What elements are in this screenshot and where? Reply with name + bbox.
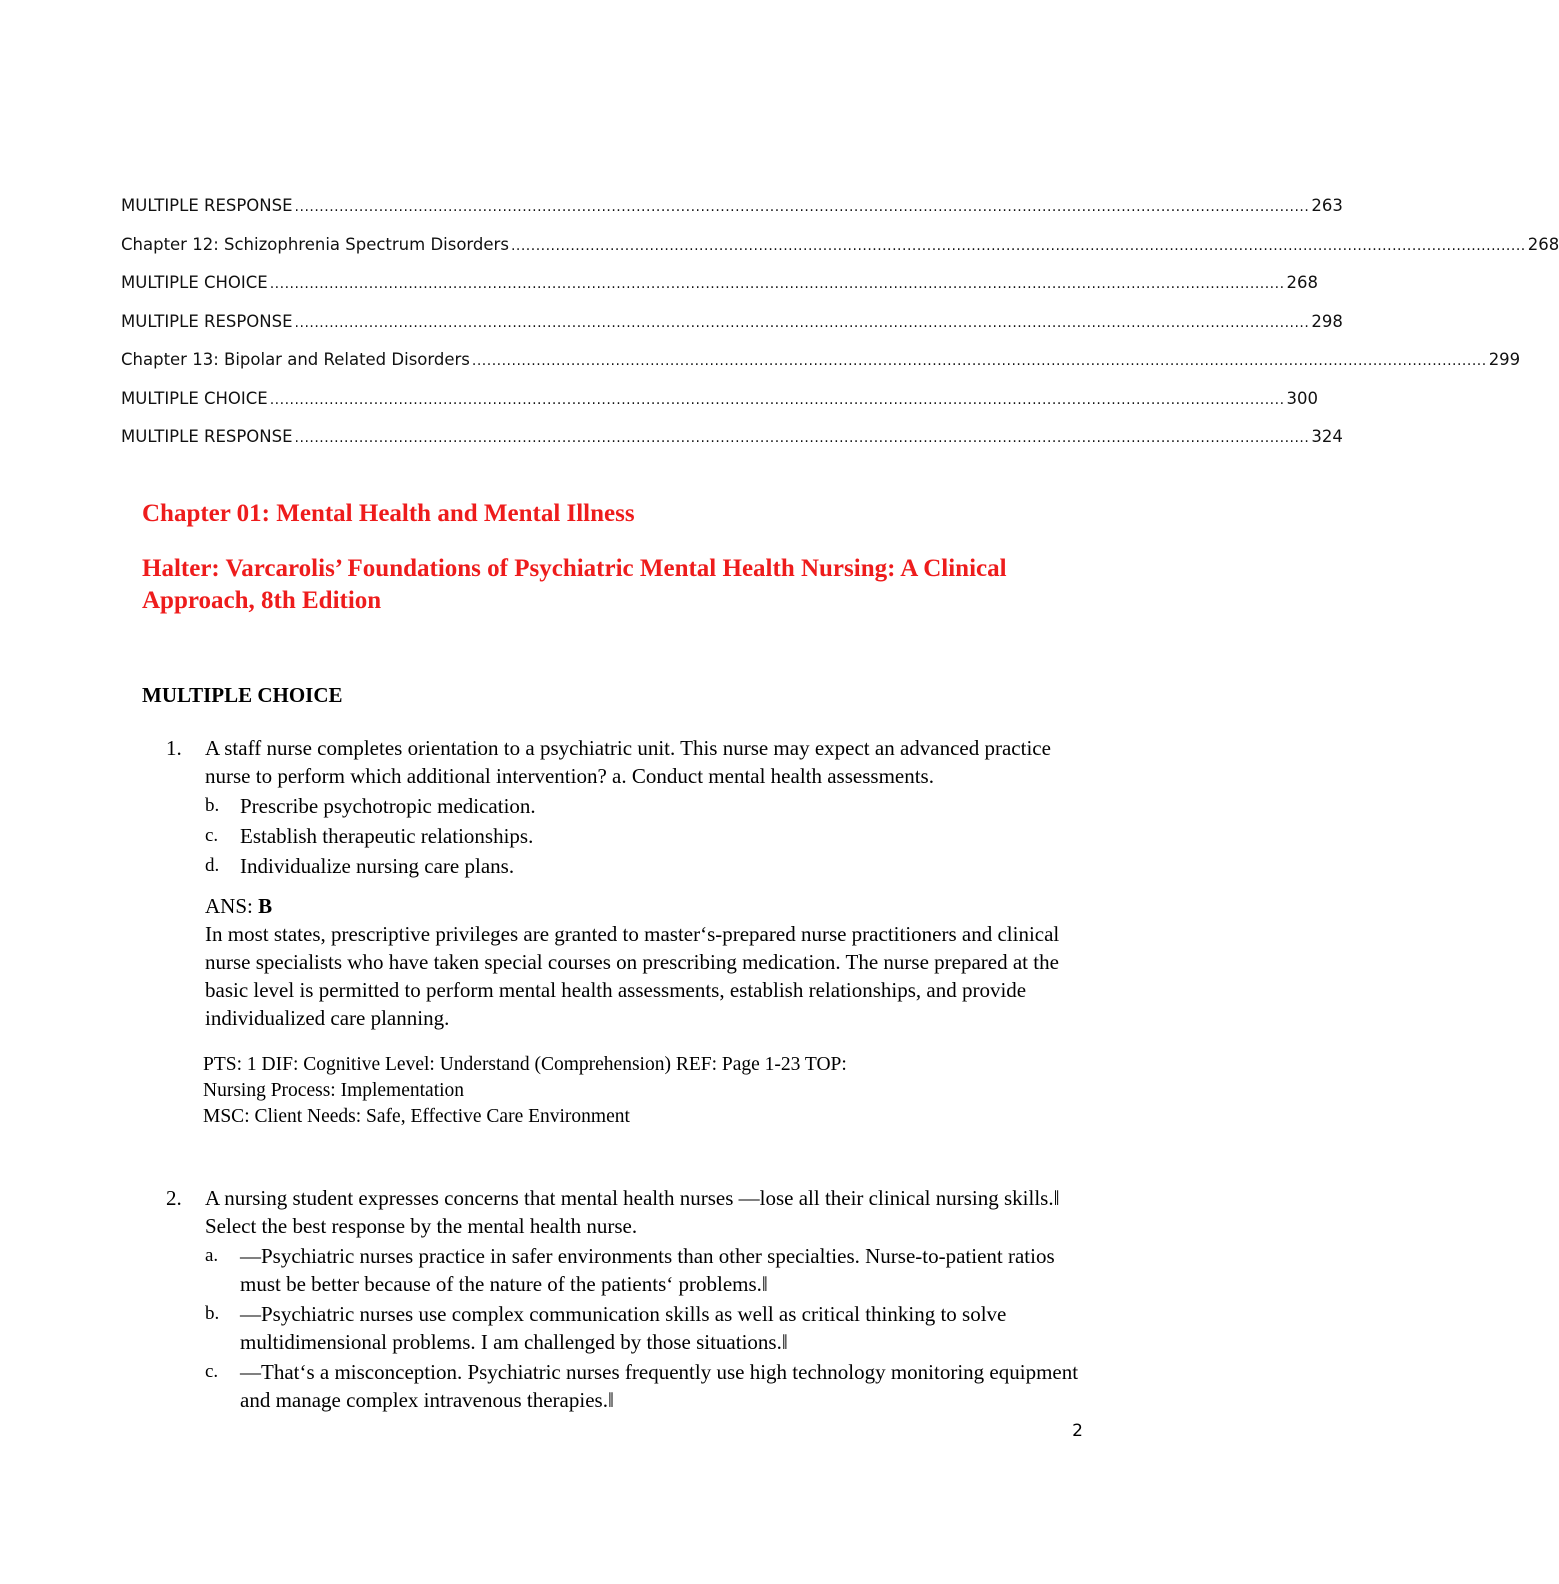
book-title: Halter: Varcarolis’ Foundations of Psychiatric Mental Health Nursing: A Clinical Approach, 8th Edition (142, 555, 1007, 614)
toc-leader-dots: ............................................................................................................................................................................................................. (471, 353, 1487, 369)
question-metadata (203, 1052, 1096, 1130)
option-letter: b. (205, 795, 220, 816)
answer-option (205, 1300, 1096, 1356)
toc-leader-dots: ............................................................................................................................................................................................................. (294, 314, 1310, 331)
answer-option (205, 852, 1096, 880)
toc-leader-dots: ............................................................................................................................................................................................................. (294, 430, 1310, 446)
toc-leader-dots: ............................................................................................................................................................................................................. (269, 391, 1285, 408)
question-stem: A staff nurse completes orientation to a psychiatric unit. This nurse may expect an advanced practice nurse to perform which additional intervention? a. Conduct mental health assessments. (205, 736, 1051, 788)
toc-leader-dots: ............................................................................................................................................................................................................. (510, 237, 1526, 254)
metadata-line: MSC: Client Needs: Safe, Effective Care Environment (203, 1106, 630, 1127)
option-text: ―Psychiatric nurses practice in safer environments than other specialties. Nurse-to-patient ratios must be better because of the nature of the patients‘ problems.‖ (240, 1244, 1055, 1296)
toc-entry[interactable] (121, 234, 1559, 274)
toc-entry-title: MULTIPLE CHOICE (121, 388, 268, 408)
question-1 (166, 734, 1096, 1130)
toc-entry[interactable] (121, 273, 1319, 312)
option-text: ―That‘s a misconception. Psychiatric nurses frequently use high technology monitoring equipment and manage complex intravenous therapies.‖ (240, 1360, 1079, 1412)
answer-option (205, 1242, 1096, 1298)
toc-leader-dots: ............................................................................................................................................................................................................. (269, 276, 1285, 292)
toc-entry-page: 298 (1311, 311, 1343, 331)
question-2 (166, 1184, 1096, 1414)
toc-entry[interactable] (121, 196, 1343, 235)
toc-entry[interactable] (121, 350, 1521, 389)
question-stem: A nursing student expresses concerns that mental health nurses ―lose all their clinical nursing skills.‖ Select the best response by the mental health nurse. (205, 1186, 1060, 1238)
section-heading: MULTIPLE CHOICE (142, 683, 343, 707)
toc-entry-page: 263 (1311, 196, 1343, 215)
option-letter: a. (205, 1245, 219, 1266)
toc-entry-title: Chapter 13: Bipolar and Related Disorders (121, 350, 470, 369)
toc-entry-page: 268 (1527, 234, 1559, 254)
question-number: 2. (166, 1186, 182, 1210)
toc-entry-page: 300 (1286, 388, 1319, 408)
answer-label: ANS: (205, 894, 259, 918)
answer-key (205, 892, 1096, 920)
option-letter: b. (205, 1303, 220, 1324)
toc-entry-page: 268 (1286, 273, 1319, 292)
question-number: 1. (166, 736, 182, 760)
option-text: ―Psychiatric nurses use complex communication skills as well as critical thinking to solve multidimensional problems. I am challenged by those situations.‖ (240, 1302, 1007, 1354)
metadata-line: PTS: 1 DIF: Cognitive Level: Understand (Comprehension) REF: Page 1-23 TOP: (203, 1054, 847, 1075)
option-text: Establish therapeutic relationships. (240, 824, 534, 848)
option-letter: c. (205, 1361, 219, 1382)
toc-entry-title: MULTIPLE RESPONSE (121, 311, 293, 331)
option-letter: d. (205, 855, 220, 876)
metadata-line: Nursing Process: Implementation (203, 1080, 465, 1101)
answer-option (205, 1358, 1096, 1414)
chapter-title: Chapter 01: Mental Health and Mental Illness (142, 500, 635, 527)
toc-entry-title: Chapter 12: Schizophrenia Spectrum Disorders (121, 234, 509, 254)
option-text: Individualize nursing care plans. (240, 854, 515, 878)
toc-entry[interactable] (121, 311, 1343, 351)
toc-entry-title: MULTIPLE RESPONSE (121, 427, 293, 446)
toc-entry[interactable] (121, 427, 1343, 466)
option-letter: c. (205, 825, 219, 846)
toc-entry[interactable] (121, 388, 1319, 428)
toc-entry-title: MULTIPLE RESPONSE (121, 196, 293, 215)
toc-entry-page: 324 (1311, 427, 1343, 446)
page-number: 2 (1072, 1421, 1083, 1441)
toc-leader-dots: ............................................................................................................................................................................................................. (294, 199, 1310, 215)
toc-entry-page: 299 (1488, 350, 1521, 369)
rationale: In most states, prescriptive privileges are granted to master‘s-prepared nurse practitioners and clinical nurse specialists who have taken special courses on prescribing medication. The nurse prepared at the basic level is permitted to perform mental health assessments, establish relationships, and provide individualized care planning. (205, 922, 1060, 1030)
toc-entry-title: MULTIPLE CHOICE (121, 273, 268, 292)
answer-option (205, 792, 1096, 820)
answer-option (205, 822, 1096, 850)
option-text: Prescribe psychotropic medication. (240, 794, 536, 818)
answer-value: B (258, 894, 273, 918)
table-of-contents (121, 196, 1559, 466)
